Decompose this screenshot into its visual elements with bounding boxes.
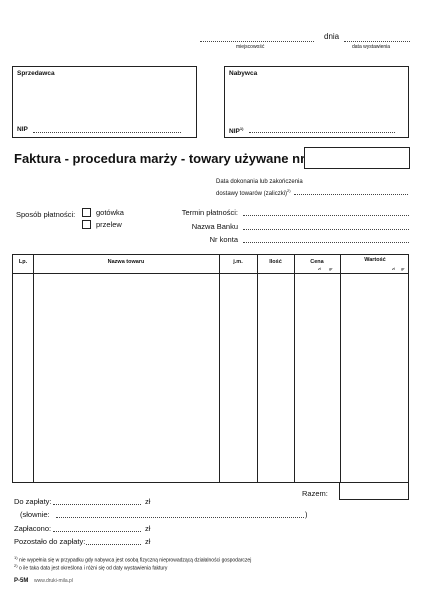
cash-label: gotówka [96, 208, 124, 217]
payment-term-field[interactable] [243, 215, 409, 216]
paid-label: Zapłacono: [14, 524, 52, 533]
account-number-label: Nr konta [209, 235, 238, 244]
col-header-unit: j.m. [233, 259, 243, 265]
payment-term-label: Termin płatności: [181, 208, 238, 217]
payment-option-transfer[interactable] [82, 220, 122, 229]
issue-date-label: data wystawienia [352, 44, 391, 50]
delivery-date-label-2: dostawy towarów (zaliczki)$^{2)}$ [216, 188, 291, 197]
to-pay-field[interactable] [53, 504, 141, 505]
buyer-title: Nabywca [229, 70, 258, 77]
items-table[interactable] [12, 254, 409, 483]
col-divider [33, 255, 34, 482]
to-pay-label: Do zapłaty: [14, 497, 52, 506]
place-label: miejscowość [236, 44, 265, 50]
bank-name-label: Nazwa Banku [191, 222, 238, 231]
amount-words-field[interactable] [56, 517, 304, 518]
col-header-qty: Ilość [269, 259, 282, 265]
publisher-website: www.druki-mila.pl [34, 578, 73, 584]
date-prefix: dnia [324, 32, 340, 41]
seller-nip-label: NIP [17, 126, 28, 133]
amount-words-open: (słownie: [20, 510, 50, 519]
total-label: Razem: [302, 489, 328, 498]
form-code: P-5M [14, 578, 29, 584]
price-gr-label: gr [329, 266, 333, 271]
invoice-title: Faktura - procedura marży - towary używane nr [14, 151, 306, 166]
col-header-value: Wartość [364, 257, 386, 263]
table-header-divider [13, 273, 408, 274]
cash-checkbox[interactable] [82, 208, 91, 217]
footnote-2: $^{2)}$ o ile taka data jest określona i różni się od daty wystawienia faktury [14, 563, 168, 572]
bank-name-field[interactable] [243, 229, 409, 230]
seller-nip-field[interactable] [33, 132, 181, 133]
place-field[interactable] [200, 41, 314, 42]
amount-words-close: ) [305, 510, 308, 519]
payment-method-label: Sposób płatności: [16, 210, 76, 219]
payment-option-cash[interactable] [82, 208, 124, 217]
footnote-1: $^{1)}$ nie wypełnia się w przypadku gdy nabywca jest osobą fizyczną nieprowadzącą działalności gospodarczej [14, 555, 252, 564]
delivery-date-label-1: Data dokonania lub zakończenia [216, 179, 303, 185]
col-header-lp: Lp. [18, 259, 28, 265]
paid-field[interactable] [53, 531, 141, 532]
seller-title: Sprzedawca [17, 70, 55, 77]
buyer-nip-label: NIP$^{1)}$ [229, 126, 244, 136]
remaining-field[interactable] [86, 544, 141, 545]
account-number-field[interactable] [243, 242, 409, 243]
invoice-number-box[interactable] [304, 147, 410, 169]
col-header-name: Nazwa towaru [107, 259, 145, 265]
seller-box[interactable] [12, 66, 197, 138]
transfer-label: przelew [96, 220, 122, 229]
col-divider [219, 255, 220, 482]
issue-date-field[interactable] [344, 41, 410, 42]
value-gr-label: gr [401, 266, 405, 271]
delivery-date-field[interactable] [294, 194, 408, 195]
buyer-box[interactable] [224, 66, 409, 138]
col-divider [294, 255, 295, 482]
col-header-price: Cena [310, 259, 324, 265]
value-zl-label: zł [392, 266, 395, 271]
col-divider [257, 255, 258, 482]
col-divider [340, 255, 341, 482]
price-zl-label: zł [318, 266, 321, 271]
remaining-label: Pozostało do zapłaty: [14, 537, 86, 546]
transfer-checkbox[interactable] [82, 220, 91, 229]
total-box[interactable] [339, 483, 409, 500]
paid-currency: zł [145, 524, 151, 533]
to-pay-currency: zł [145, 497, 151, 506]
buyer-nip-field[interactable] [249, 132, 395, 133]
remaining-currency: zł [145, 537, 151, 546]
